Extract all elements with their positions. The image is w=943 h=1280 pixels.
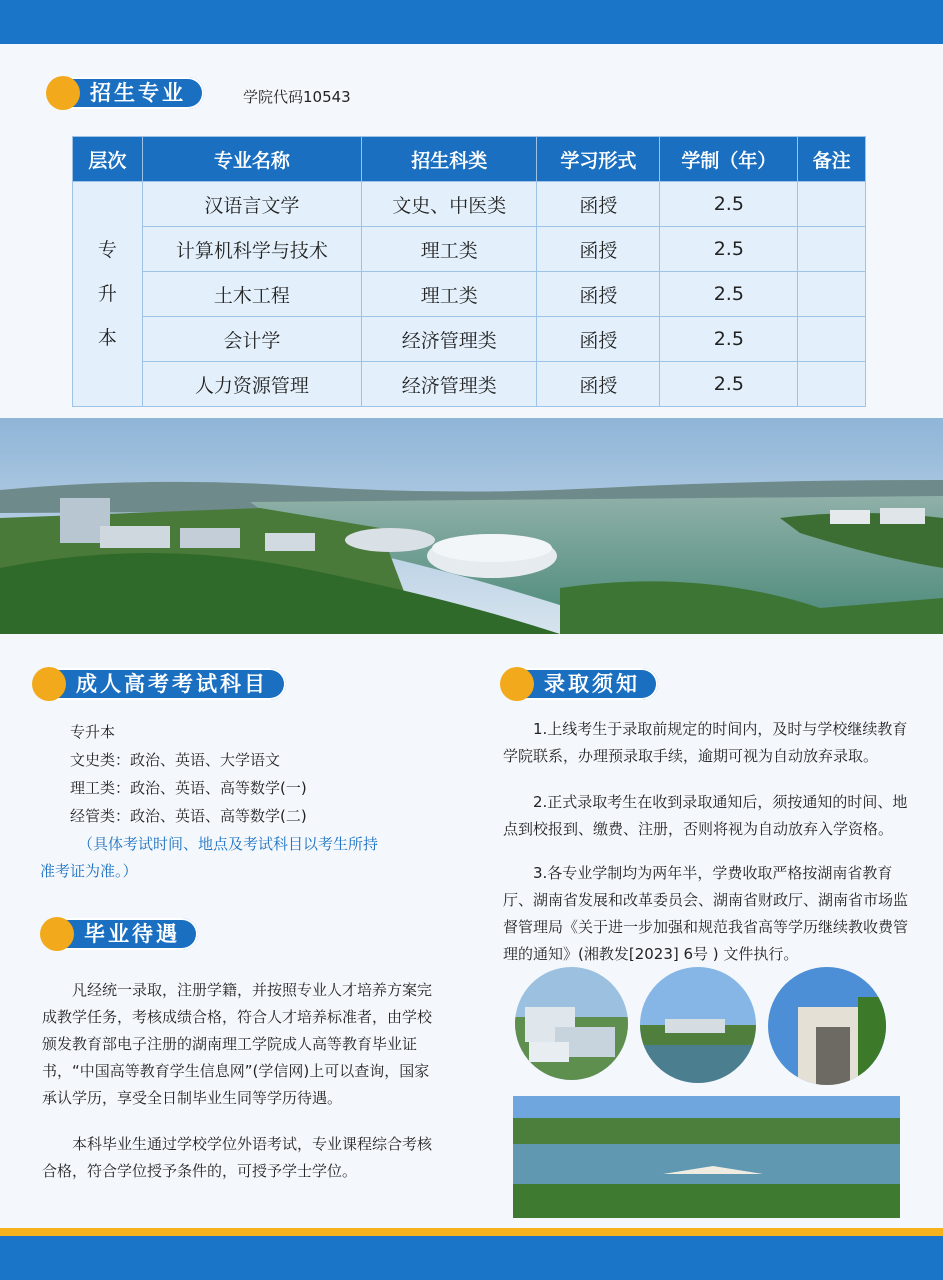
form-cell: 函授 bbox=[537, 227, 660, 272]
header-remark: 备注 bbox=[798, 137, 866, 182]
campus-lake-photo bbox=[640, 967, 756, 1083]
table-header-row bbox=[73, 137, 866, 182]
tag-dot-icon bbox=[32, 667, 66, 701]
graduation-tag-label: 毕业待遇 bbox=[56, 918, 198, 950]
form-cell: 函授 bbox=[537, 362, 660, 407]
header-level: 层次 bbox=[73, 137, 143, 182]
form-cell: 函授 bbox=[537, 317, 660, 362]
exam-line: 理工类：政治、英语、高等数学(一) bbox=[70, 779, 307, 797]
tag-dot-icon bbox=[500, 667, 534, 701]
years-cell: 2.5 bbox=[660, 317, 798, 362]
admission-tag-label: 录取须知 bbox=[516, 668, 658, 700]
tag-dot-icon bbox=[46, 76, 80, 110]
enrollment-section-tag bbox=[46, 76, 204, 110]
graduation-paragraph-1: 凡经统一录取，注册学籍，并按照专业人才培养方案完成教学任务，考核成绩合格，符合人才培养标准者，由学校颁发教育部电子注册的湖南理工学院成人高等教育毕业证书，“中国高等教育学生信息网”(学信网)上可以查询，国家承认学历，享受全日制毕业生同等学历待遇。 bbox=[42, 981, 433, 1107]
college-code: 学院代码10543 bbox=[243, 88, 351, 106]
years-cell: 2.5 bbox=[660, 227, 798, 272]
table-row bbox=[73, 317, 866, 362]
category-cell: 理工类 bbox=[362, 272, 537, 317]
exam-subjects bbox=[70, 718, 378, 858]
major-cell: 人力资源管理 bbox=[142, 362, 361, 407]
category-cell: 经济管理类 bbox=[362, 362, 537, 407]
form-cell: 函授 bbox=[537, 272, 660, 317]
top-banner bbox=[0, 0, 943, 44]
campus-gate-photo bbox=[768, 967, 886, 1085]
level-cell bbox=[73, 182, 143, 407]
form-cell: 函授 bbox=[537, 182, 660, 227]
remark-cell bbox=[798, 227, 866, 272]
remark-cell bbox=[798, 317, 866, 362]
category-cell: 经济管理类 bbox=[362, 317, 537, 362]
exam-line: 专升本 bbox=[70, 723, 116, 741]
header-years: 学制（年） bbox=[660, 137, 798, 182]
bottom-banner bbox=[0, 1228, 943, 1280]
major-cell: 计算机科学与技术 bbox=[142, 227, 361, 272]
major-cell: 土木工程 bbox=[142, 272, 361, 317]
table-row bbox=[73, 272, 866, 317]
table-row bbox=[73, 362, 866, 407]
header-category: 招生科类 bbox=[362, 137, 537, 182]
exam-tag-label: 成人高考考试科目 bbox=[48, 668, 286, 700]
tag-dot-icon bbox=[40, 917, 74, 951]
campus-buildings-photo bbox=[515, 967, 628, 1080]
admission-item-3: 3.各专业学制均为两年半，学费收取严格按湖南省教育厅、湖南省发展和改革委员会、湖南省财政厅、湖南省市场监督管理局《关于进一步加强和规范我省高等学历继续教收费管理的通知》(湘教发[2023] 6号 ) 文件执行。 bbox=[503, 864, 909, 963]
category-cell: 理工类 bbox=[362, 227, 537, 272]
major-cell: 汉语言文学 bbox=[142, 182, 361, 227]
years-cell: 2.5 bbox=[660, 362, 798, 407]
remark-cell bbox=[798, 182, 866, 227]
remark-cell bbox=[798, 362, 866, 407]
level-text: 专升本 bbox=[97, 239, 117, 349]
campus-panorama-photo bbox=[0, 418, 943, 634]
graduation-section-tag bbox=[40, 917, 198, 951]
remark-cell bbox=[798, 272, 866, 317]
admission-item-1: 1.上线考生于录取前规定的时间内，及时与学校继续教育学院联系，办理预录取手续，逾期可视为自动放弃录取。 bbox=[503, 720, 908, 765]
header-form: 学习形式 bbox=[537, 137, 660, 182]
admission-item-2: 2.正式录取考生在收到录取通知后，须按通知的时间、地点到校报到、缴费、注册，否则将视为自动放弃入学资格。 bbox=[503, 793, 908, 838]
category-cell: 文史、中医类 bbox=[362, 182, 537, 227]
exam-line: 文史类：政治、英语、大学语文 bbox=[70, 751, 281, 769]
graduation-paragraph-2: 本科毕业生通过学校学位外语考试，专业课程综合考核合格，符合学位授予条件的，可授予学士学位。 bbox=[42, 1135, 433, 1180]
years-cell: 2.5 bbox=[660, 182, 798, 227]
years-cell: 2.5 bbox=[660, 272, 798, 317]
enrollment-tag-label: 招生专业 bbox=[62, 77, 204, 109]
table-row bbox=[73, 227, 866, 272]
exam-section-tag bbox=[32, 667, 286, 701]
table-row bbox=[73, 182, 866, 227]
exam-line: 经管类：政治、英语、高等数学(二) bbox=[70, 807, 307, 825]
exam-note-line1: （具体考试时间、地点及考试科目以考生所持 bbox=[78, 835, 379, 853]
major-cell: 会计学 bbox=[142, 317, 361, 362]
exam-note-line2: 准考证为准。） bbox=[40, 862, 138, 880]
majors-table bbox=[72, 136, 866, 407]
admission-section-tag bbox=[500, 667, 658, 701]
header-major: 专业名称 bbox=[142, 137, 361, 182]
campus-lake-wide-photo bbox=[513, 1096, 900, 1218]
